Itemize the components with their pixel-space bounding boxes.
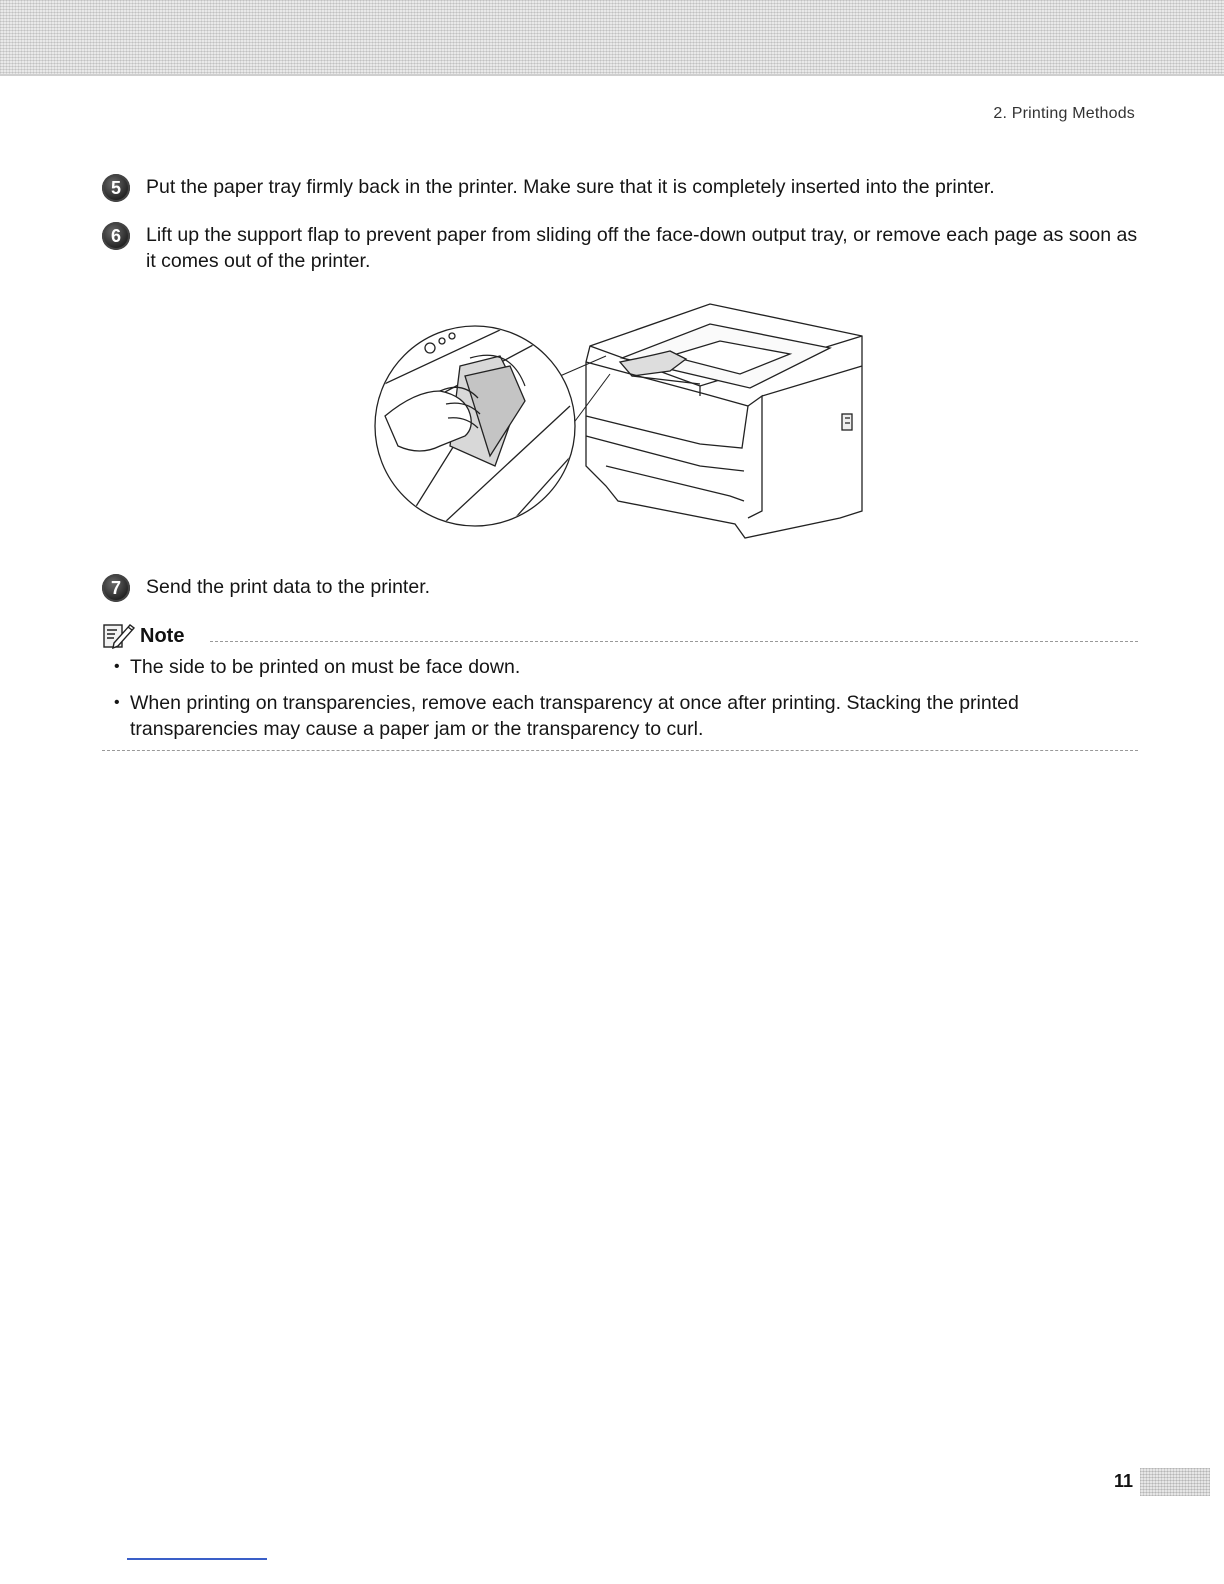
- step-text: Send the print data to the printer.: [146, 576, 431, 598]
- step-text: Lift up the support flap to prevent paper from sliding off the face-down output tray, or remove each page as soon as it comes out of the printer.: [146, 224, 1138, 272]
- printer-support-flap-illustration: [370, 296, 870, 546]
- note-pencil-icon: [102, 621, 136, 651]
- step-7: [102, 574, 1142, 602]
- step-number-badge: 7: [102, 574, 130, 602]
- step-number-badge: 6: [102, 222, 130, 250]
- step-6: [102, 222, 1142, 274]
- section-header: 2. Printing Methods: [993, 105, 1135, 122]
- note-item: • The side to be printed on must be face down.: [114, 654, 1138, 680]
- footer-line: [127, 1558, 267, 1560]
- note-list: [114, 654, 1138, 752]
- note-item: • When printing on transparencies, remove each transparency at once after printing. Stacking the printed transparencies may cause a paper jam or the transparency to curl.: [114, 690, 1138, 742]
- note-header: [102, 620, 1138, 652]
- header-pattern-band: [0, 0, 1224, 76]
- note-end-divider: [102, 750, 1138, 751]
- step-text: Put the paper tray firmly back in the printer. Make sure that it is completely inserted into the printer.: [146, 176, 995, 198]
- note-title: Note: [140, 624, 185, 647]
- step-5: [102, 174, 1142, 202]
- page-number: 11: [1114, 1471, 1134, 1491]
- note-divider: [210, 641, 1138, 642]
- page-tab-pattern: [1140, 1468, 1210, 1496]
- step-number-badge: 5: [102, 174, 130, 202]
